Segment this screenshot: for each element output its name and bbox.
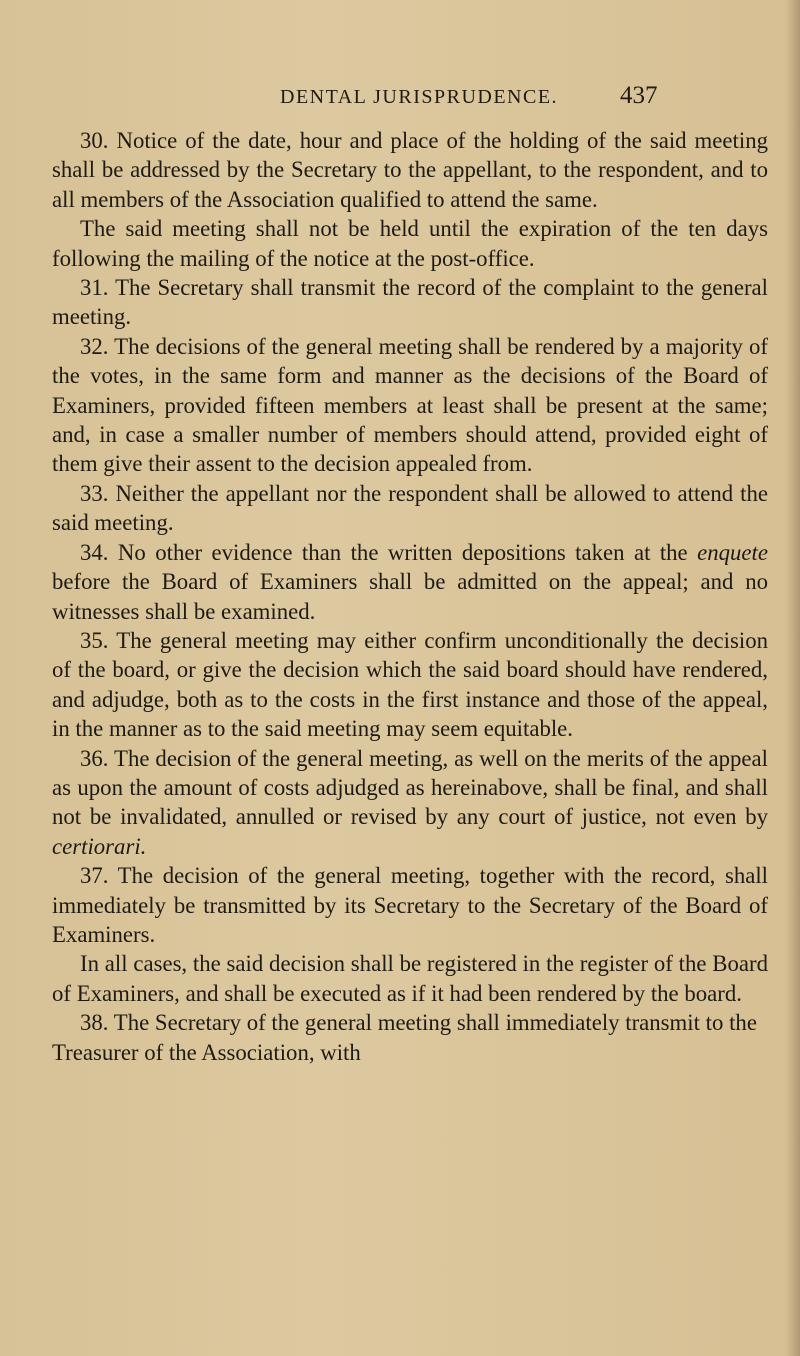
paragraph-38 bbox=[52, 1008, 768, 1067]
body-text bbox=[52, 126, 768, 1067]
paragraph-text: 34. No other evidence than the written depositions taken at the bbox=[80, 539, 698, 565]
paragraph-35 bbox=[52, 626, 768, 744]
paragraph-30-continued bbox=[52, 214, 768, 273]
paragraph-text: 38. The Secretary of the general meeting shall immediately transmit to the Treasurer of the Association, with bbox=[52, 1010, 757, 1065]
page-header bbox=[0, 82, 800, 116]
paragraph-text: 37. The decision of the general meeting, together with the record, shall immediately be transmitted by its Secretary to the Secretary of the Board of Examiners. bbox=[52, 863, 768, 947]
italic-term: certiorari. bbox=[52, 833, 147, 859]
paragraph-37-continued bbox=[52, 949, 768, 1008]
paragraph-text: 31. The Secretary shall transmit the record of the complaint to the general meeting. bbox=[52, 275, 768, 330]
paragraph-31 bbox=[52, 273, 768, 332]
paragraph-text: 30. Notice of the date, hour and place of the holding of the said meeting shall be addressed by the Secretary to the appellant, to the respondent, and to all members of the Association qualified to attend the same. bbox=[52, 128, 768, 212]
paragraph-text: 36. The decision of the general meeting, as well on the merits of the appeal as upon the amount of costs adjudged as hereinabove, shall be final, and shall not be invalidated, annulled or revised by any court of justice, not even by bbox=[52, 745, 768, 830]
paragraph-text: The said meeting shall not be held until the expiration of the ten days following the mailing of the notice at the post-office. bbox=[52, 216, 768, 271]
paragraph-34 bbox=[52, 538, 768, 626]
paragraph-text: before the Board of Examiners shall be admitted on the appeal; and no witnesses shall be examined. bbox=[52, 569, 768, 624]
paragraph-text: 33. Neither the appellant nor the respondent shall be allowed to attend the said meeting. bbox=[52, 480, 768, 536]
page-number: 437 bbox=[620, 82, 658, 109]
running-head: DENTAL JURISPRUDENCE. bbox=[280, 86, 559, 108]
paragraph-36 bbox=[52, 744, 768, 862]
paragraph-text: In all cases, the said decision shall be registered in the register of the Board of Examiners, and shall be executed as if it had been rendered by the board. bbox=[52, 951, 768, 1006]
paragraph-32 bbox=[52, 332, 768, 479]
paragraph-text: 32. The decisions of the general meeting shall be rendered by a majority of the votes, in the same form and manner as the decisions of the Board of Examiners, provided fifteen members at least shall be present at the same; and, in case a smaller number of members should attend, provided eight of them give their assent to the decision appealed from. bbox=[52, 333, 768, 477]
paragraph-30 bbox=[52, 126, 768, 214]
paragraph-37 bbox=[52, 861, 768, 949]
paragraph-text: 35. The general meeting may either confirm unconditionally the decision of the board, or give the decision which the said board should have rendered, and adjudge, both as to the costs in the first instance and those of the appeal, in the manner as to the said meeting may seem equitable. bbox=[52, 627, 768, 742]
italic-term: enquete bbox=[697, 539, 768, 565]
page-edge-shadow bbox=[786, 0, 800, 1356]
paragraph-33 bbox=[52, 479, 768, 538]
